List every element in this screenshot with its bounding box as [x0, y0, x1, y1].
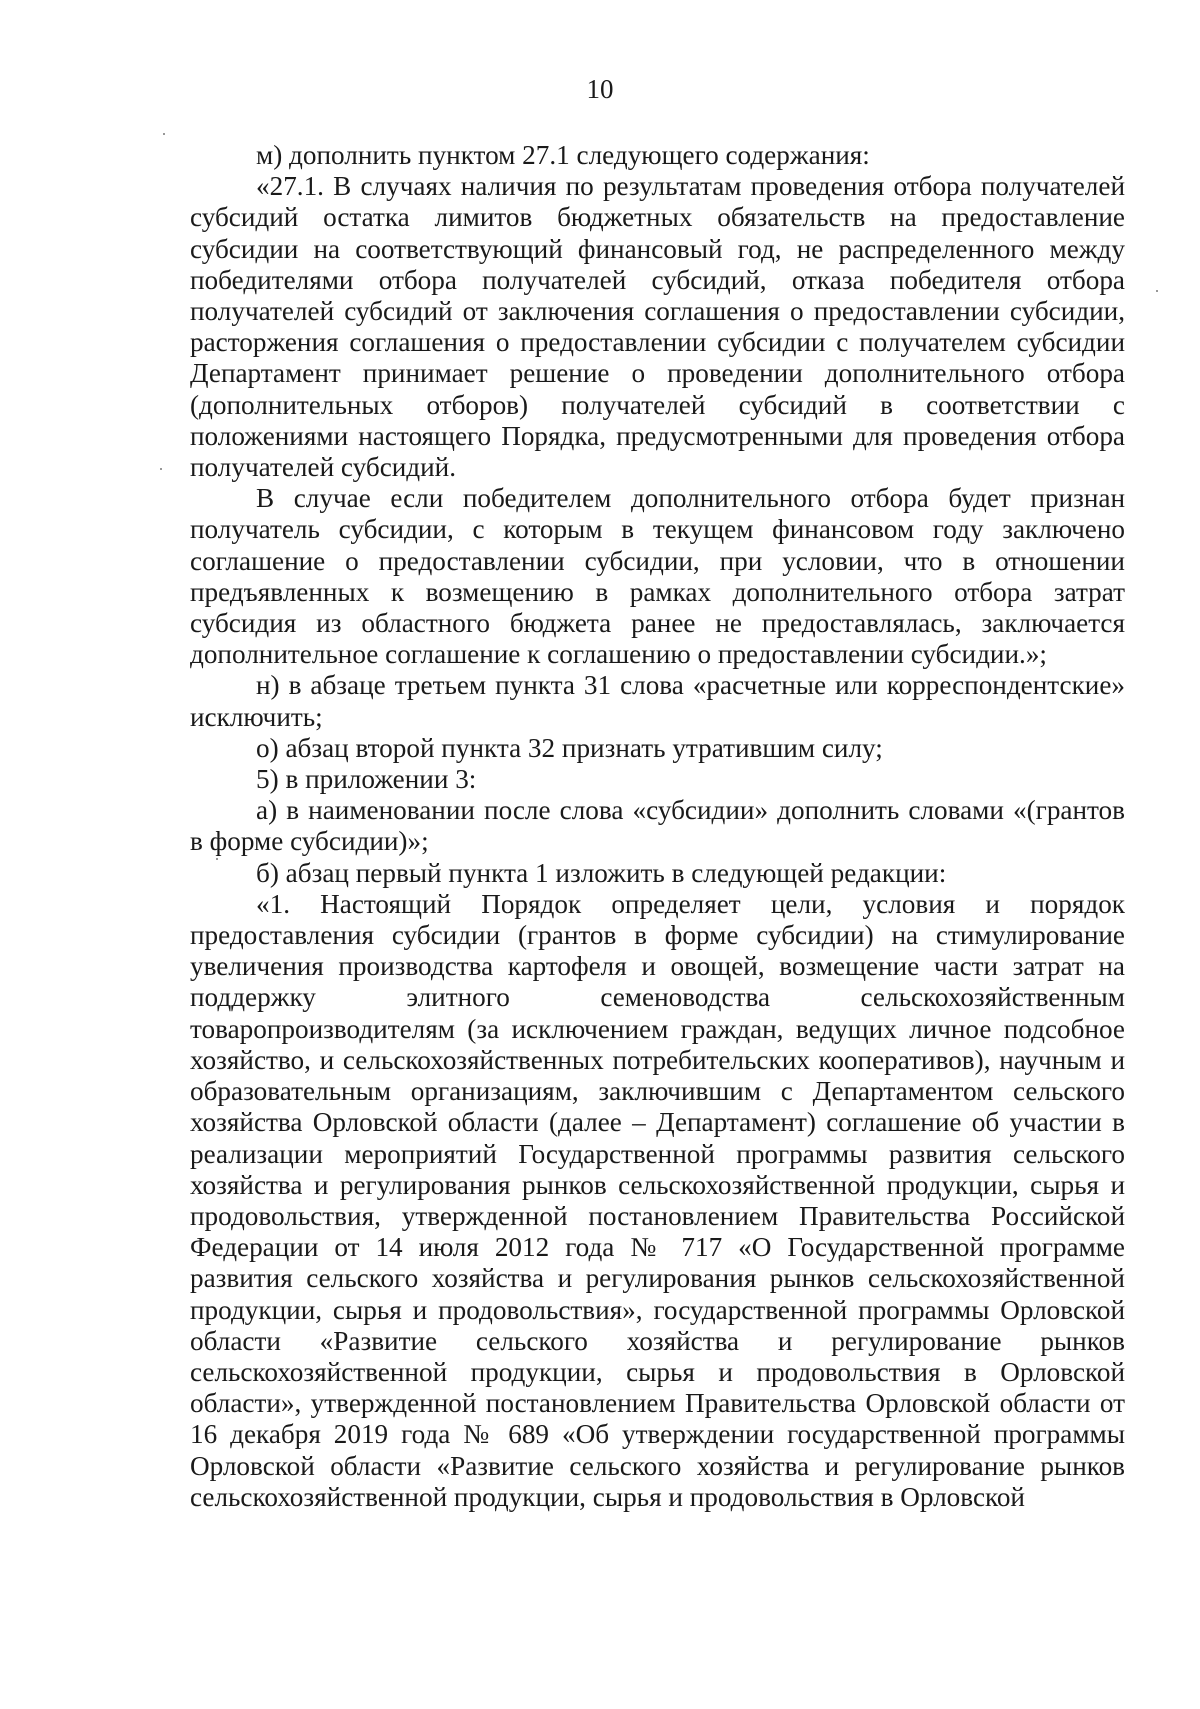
- paragraph-27-1: «27.1. В случаях наличия по результатам проведения отбора получателей субсидий остатка лимитов бюджетных обязательств на предоставление субсидии на соответствующий финансовый год, не распределенного между победителями отбора получателей субсидий, отказа победителя отбора получателей субсидий от заключения соглашения о предоставлении субсидии, расторжения соглашения о предоставлении субсидии с получателем субсидии Департамент принимает решение о проведении дополнительного отбора (дополнительных отборов) получателей субсидий в соответствии с положениями настоящего Порядка, предусмотренными для проведения отбора получателей субсидий.: [190, 171, 1125, 483]
- paragraph-5: 5) в приложении 3:: [256, 764, 477, 795]
- scan-speck: [160, 468, 162, 470]
- paragraph-o: о) абзац второй пункта 32 признать утратившим силу;: [256, 732, 883, 763]
- scan-speck: [163, 133, 165, 135]
- paragraph-1: «1. Настоящий Порядок определяет цели, условия и порядок предоставления субсидии (грантов в форме субсидии) на стимулирование увеличения производства картофеля и овощей, возмещение части затрат на поддержку элитного семеноводства сельскохозяйственным товаропроизводителям (за исключением граждан, ведущих личное подсобное хозяйство, и сельскохозяйственных потребительских кооперативов), научным и образовательным организациям, заключившим с Департаментом сельского хозяйства Орловской области (далее – Департамент) соглашение об участии в реализации мероприятий Государственной программы развития сельского хозяйства и регулирования рынков сельскохозяйственной продукции, сырья и продовольствия, утвержденной постановлением Правительства Российской Федерации от 14 июля 2012 года № 717 «О Государственной программе развития сельского хозяйства и регулирования рынков сельскохозяйственной продукции, сырья и продовольствия», государственной программы Орловской области «Развитие сельского хозяйства и регулирование рынков сельскохозяйственной продукции, сырья и продовольствия в Орловской области», утвержденной постановлением Правительства Орловской области от 16 декабря 2019 года № 689 «Об утверждении государственной программы Орловской области «Развитие сельского хозяйства и регулирование рынков сельскохозяйственной продукции, сырья и продовольствия в Орловской: [190, 888, 1125, 1512]
- scan-speck: [216, 858, 218, 860]
- paragraph-a: а) в наименовании после слова «субсидии» дополнить словами «(грантов в форме субсидии)»;: [190, 795, 1125, 857]
- paragraph-additional-selection: В случае если победителем дополнительного отбора будет признан получатель субсидии, с которым в текущем финансовом году заключено соглашение о предоставлении субсидии, при условии, что в отношении предъявленных к возмещению в рамках дополнительного отбора затрат субсидия из областного бюджета ранее не предоставлялась, заключается дополнительное соглашение к соглашению о предоставлении субсидии.»;: [190, 483, 1125, 670]
- page-number: 10: [586, 74, 614, 104]
- scan-speck: [1156, 290, 1158, 292]
- paragraph-n: н) в абзаце третьем пункта 31 слова «расчетные или корреспондентские» исключить;: [190, 670, 1125, 732]
- document-body: [190, 140, 1125, 1513]
- paragraph-m: м) дополнить пунктом 27.1 следующего содержания:: [256, 140, 870, 170]
- paragraph-b: б) абзац первый пункта 1 изложить в следующей редакции:: [256, 857, 947, 888]
